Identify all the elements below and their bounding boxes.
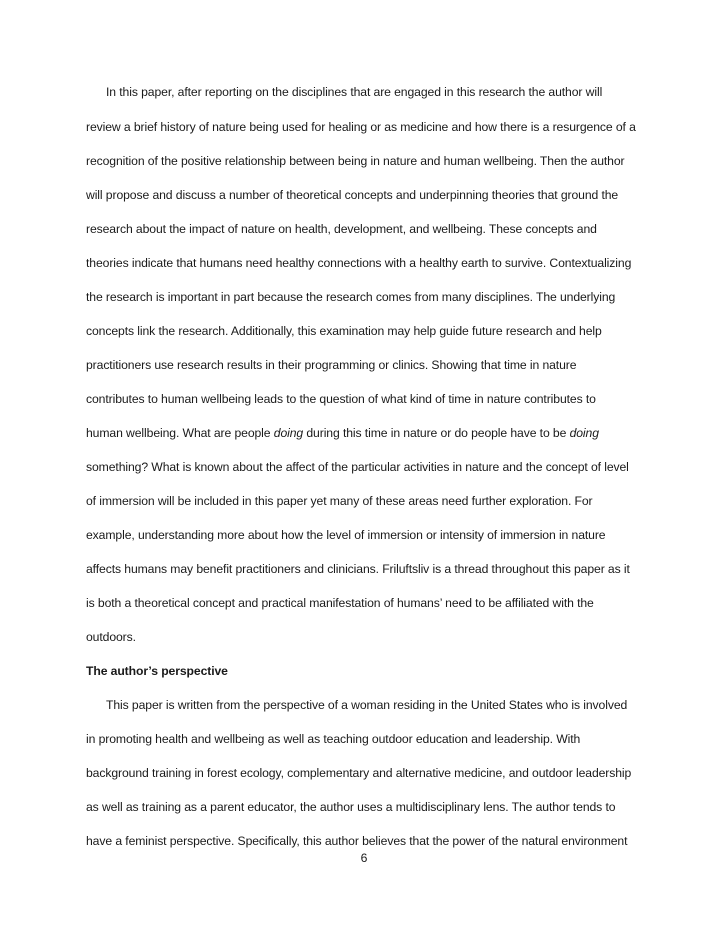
line-11-text-middle: during this time in nature or do people have to be — [303, 426, 570, 440]
paragraph-2-line-5: have a feminist perspective. Specifically, this author believes that the power of the natural environment — [86, 834, 628, 848]
emphasis-doing-1: doing — [273, 426, 304, 440]
paragraph-2-line-2: in promoting health and wellbeing as well as teaching outdoor education and leadership. With — [86, 732, 581, 746]
paragraph-2-line-4: as well as training as a parent educator, the author uses a multidisciplinary lens. The author tends to — [86, 800, 616, 814]
paragraph-2-line-1: This paper is written from the perspective of a woman residing in the United States who is involved — [106, 698, 628, 712]
paragraph-1-line-16: is both a theoretical concept and practical manifestation of humans’ need to be affiliated with the — [86, 596, 594, 610]
paragraph-1-line-11 — [86, 425, 599, 441]
paragraph-1-line-3: recognition of the positive relationship between being in nature and human wellbeing. Then the author — [86, 154, 625, 168]
line-11-text-start: human wellbeing. What are people — [86, 426, 274, 440]
paragraph-1-line-6: theories indicate that humans need healthy connections with a healthy earth to survive. Contextualizing — [86, 256, 632, 270]
paragraph-1-line-4: will propose and discuss a number of theoretical concepts and underpinning theories that ground the — [86, 188, 619, 202]
paragraph-1-line-5: research about the impact of nature on health, development, and wellbeing. These concepts and — [86, 222, 597, 236]
paragraph-1-line-14: example, understanding more about how the level of immersion or intensity of immersion in nature — [86, 528, 606, 542]
section-heading: The author’s perspective — [86, 664, 228, 678]
paragraph-1-line-1: In this paper, after reporting on the disciplines that are engaged in this research the author will — [106, 85, 603, 99]
emphasis-doing-2: doing — [569, 426, 599, 440]
paragraph-1-line-12: something? What is known about the affect of the particular activities in nature and the concept of level — [86, 460, 629, 474]
paragraph-2-line-3: background training in forest ecology, complementary and alternative medicine, and outdoor leadership — [86, 766, 632, 780]
paragraph-1-line-9: practitioners use research results in their programming or clinics. Showing that time in nature — [86, 358, 577, 372]
paragraph-1-line-10: contributes to human wellbeing leads to the question of what kind of time in nature contributes to — [86, 392, 596, 406]
paragraph-1-line-17: outdoors. — [86, 630, 136, 644]
paragraph-1-line-7: the research is important in part because the research comes from many disciplines. The underlying — [86, 290, 616, 304]
paragraph-1-line-2: review a brief history of nature being used for healing or as medicine and how there is a resurgence of a — [86, 120, 636, 134]
paragraph-1-line-15: affects humans may benefit practitioners and clinicians. Friluftsliv is a thread throughout this paper as it — [86, 562, 630, 576]
paragraph-1-line-13: of immersion will be included in this paper yet many of these areas need further exploration. For — [86, 494, 593, 508]
paragraph-1-line-8: concepts link the research. Additionally, this examination may help guide future research and help — [86, 324, 602, 338]
page-number: 6 — [360, 851, 368, 865]
